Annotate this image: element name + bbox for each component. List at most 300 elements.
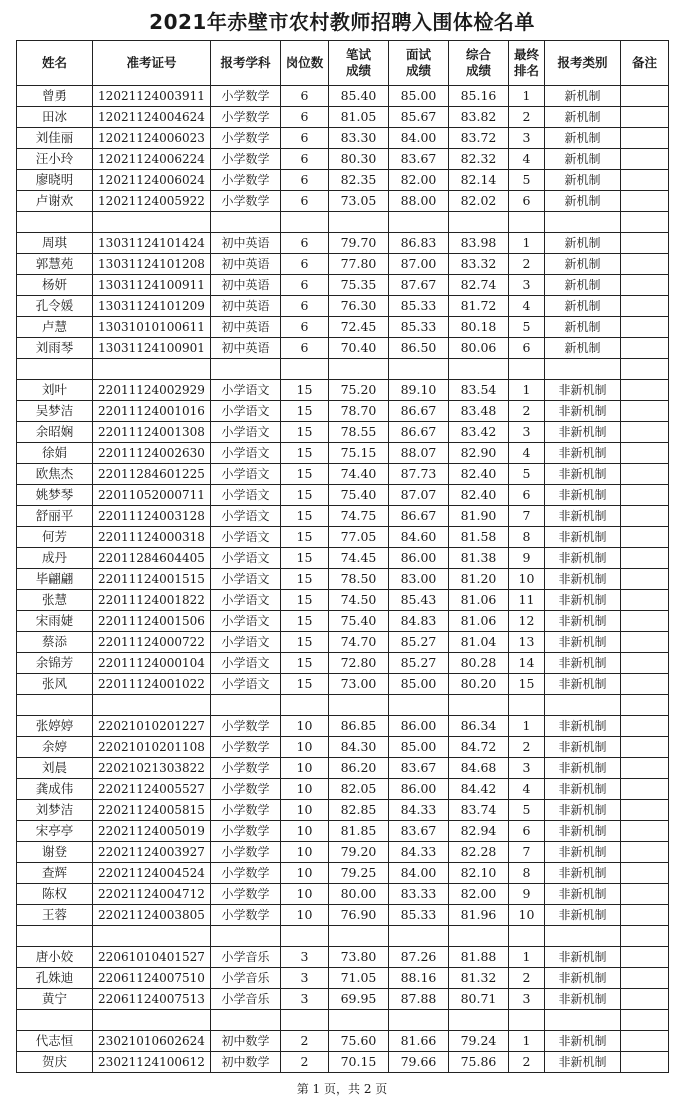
cell-category: 非新机制 xyxy=(545,401,621,422)
table-row xyxy=(17,800,669,821)
cell-interview-score: 79.66 xyxy=(389,1052,449,1073)
empty-cell xyxy=(211,1010,281,1031)
cell-note xyxy=(621,422,669,443)
cell-name: 查辉 xyxy=(17,863,93,884)
cell-final-rank: 3 xyxy=(509,989,545,1010)
cell-category: 非新机制 xyxy=(545,1052,621,1073)
cell-name: 刘雨琴 xyxy=(17,338,93,359)
cell-final-rank: 2 xyxy=(509,254,545,275)
table-row xyxy=(17,779,669,800)
cell-note xyxy=(621,527,669,548)
cell-note xyxy=(621,443,669,464)
cell-subject: 初中数学 xyxy=(211,1031,281,1052)
empty-cell xyxy=(449,1010,509,1031)
cell-final-rank: 6 xyxy=(509,821,545,842)
cell-exam-id: 22011052000711 xyxy=(93,485,211,506)
cell-interview-score: 84.83 xyxy=(389,611,449,632)
cell-written-score: 74.70 xyxy=(329,632,389,653)
cell-positions: 2 xyxy=(281,1031,329,1052)
cell-final-rank: 9 xyxy=(509,548,545,569)
cell-name: 余昭娴 xyxy=(17,422,93,443)
cell-positions: 10 xyxy=(281,800,329,821)
cell-written-score: 79.20 xyxy=(329,842,389,863)
table-row xyxy=(17,107,669,128)
cell-exam-id: 22021010201108 xyxy=(93,737,211,758)
table-row xyxy=(17,716,669,737)
cell-total-score: 82.74 xyxy=(449,275,509,296)
cell-interview-score: 84.33 xyxy=(389,800,449,821)
table-row xyxy=(17,485,669,506)
empty-cell xyxy=(17,695,93,716)
cell-interview-score: 86.67 xyxy=(389,422,449,443)
cell-exam-id: 22061010401527 xyxy=(93,947,211,968)
cell-interview-score: 85.00 xyxy=(389,737,449,758)
cell-note xyxy=(621,149,669,170)
table-row xyxy=(17,863,669,884)
empty-cell xyxy=(621,695,669,716)
empty-cell xyxy=(329,695,389,716)
cell-written-score: 74.45 xyxy=(329,548,389,569)
cell-note xyxy=(621,674,669,695)
cell-subject: 初中英语 xyxy=(211,296,281,317)
table-row xyxy=(17,590,669,611)
cell-total-score: 82.00 xyxy=(449,884,509,905)
cell-name: 龚成伟 xyxy=(17,779,93,800)
cell-subject: 小学数学 xyxy=(211,905,281,926)
cell-subject: 小学语文 xyxy=(211,401,281,422)
cell-exam-id: 22011124001022 xyxy=(93,674,211,695)
cell-final-rank: 6 xyxy=(509,338,545,359)
cell-note xyxy=(621,968,669,989)
cell-note xyxy=(621,1052,669,1073)
cell-note xyxy=(621,128,669,149)
empty-cell xyxy=(545,695,621,716)
table-row xyxy=(17,86,669,107)
cell-exam-id: 23021124100612 xyxy=(93,1052,211,1073)
cell-subject: 小学语文 xyxy=(211,674,281,695)
cell-positions: 6 xyxy=(281,233,329,254)
header-name: 姓名 xyxy=(17,41,93,86)
cell-interview-score: 88.07 xyxy=(389,443,449,464)
group-separator-row xyxy=(17,926,669,947)
cell-interview-score: 83.67 xyxy=(389,149,449,170)
cell-exam-id: 22011124001822 xyxy=(93,590,211,611)
cell-total-score: 81.90 xyxy=(449,506,509,527)
cell-total-score: 82.40 xyxy=(449,464,509,485)
cell-exam-id: 13031124100901 xyxy=(93,338,211,359)
table-row xyxy=(17,296,669,317)
cell-subject: 小学语文 xyxy=(211,548,281,569)
cell-positions: 6 xyxy=(281,338,329,359)
cell-name: 王蓉 xyxy=(17,905,93,926)
cell-positions: 10 xyxy=(281,842,329,863)
cell-subject: 初中英语 xyxy=(211,338,281,359)
cell-category: 新机制 xyxy=(545,317,621,338)
cell-written-score: 85.40 xyxy=(329,86,389,107)
empty-cell xyxy=(389,359,449,380)
empty-cell xyxy=(211,212,281,233)
cell-note xyxy=(621,1031,669,1052)
cell-name: 成丹 xyxy=(17,548,93,569)
cell-subject: 小学数学 xyxy=(211,842,281,863)
cell-final-rank: 1 xyxy=(509,86,545,107)
empty-cell xyxy=(545,1010,621,1031)
cell-interview-score: 85.33 xyxy=(389,296,449,317)
cell-note xyxy=(621,779,669,800)
table-row xyxy=(17,548,669,569)
cell-final-rank: 15 xyxy=(509,674,545,695)
header-final-rank: 最终 排名 xyxy=(509,41,545,86)
cell-category: 非新机制 xyxy=(545,716,621,737)
cell-exam-id: 22011124001515 xyxy=(93,569,211,590)
cell-total-score: 84.72 xyxy=(449,737,509,758)
cell-final-rank: 5 xyxy=(509,317,545,338)
cell-category: 非新机制 xyxy=(545,464,621,485)
cell-written-score: 82.05 xyxy=(329,779,389,800)
empty-cell xyxy=(17,212,93,233)
cell-subject: 小学语文 xyxy=(211,590,281,611)
cell-interview-score: 84.00 xyxy=(389,863,449,884)
cell-total-score: 82.28 xyxy=(449,842,509,863)
cell-final-rank: 4 xyxy=(509,149,545,170)
cell-note xyxy=(621,464,669,485)
cell-final-rank: 4 xyxy=(509,296,545,317)
cell-name: 廖晓明 xyxy=(17,170,93,191)
cell-exam-id: 22011124001506 xyxy=(93,611,211,632)
cell-final-rank: 3 xyxy=(509,275,545,296)
cell-subject: 小学语文 xyxy=(211,632,281,653)
empty-cell xyxy=(621,359,669,380)
cell-subject: 小学音乐 xyxy=(211,947,281,968)
cell-final-rank: 3 xyxy=(509,422,545,443)
cell-category: 非新机制 xyxy=(545,485,621,506)
empty-cell xyxy=(329,926,389,947)
cell-note xyxy=(621,107,669,128)
cell-final-rank: 7 xyxy=(509,842,545,863)
table-row xyxy=(17,464,669,485)
cell-name: 郭慧苑 xyxy=(17,254,93,275)
cell-exam-id: 12021124006023 xyxy=(93,128,211,149)
cell-positions: 15 xyxy=(281,380,329,401)
cell-final-rank: 1 xyxy=(509,380,545,401)
cell-positions: 15 xyxy=(281,674,329,695)
cell-note xyxy=(621,485,669,506)
cell-category: 新机制 xyxy=(545,149,621,170)
table-row xyxy=(17,821,669,842)
table-row xyxy=(17,884,669,905)
cell-note xyxy=(621,905,669,926)
cell-category: 非新机制 xyxy=(545,758,621,779)
cell-interview-score: 83.00 xyxy=(389,569,449,590)
cell-final-rank: 6 xyxy=(509,485,545,506)
cell-interview-score: 86.50 xyxy=(389,338,449,359)
cell-written-score: 79.25 xyxy=(329,863,389,884)
cell-subject: 小学数学 xyxy=(211,191,281,212)
cell-final-rank: 13 xyxy=(509,632,545,653)
cell-category: 非新机制 xyxy=(545,1031,621,1052)
empty-cell xyxy=(93,212,211,233)
cell-interview-score: 88.16 xyxy=(389,968,449,989)
table-row xyxy=(17,317,669,338)
cell-written-score: 78.55 xyxy=(329,422,389,443)
cell-exam-id: 22021124003927 xyxy=(93,842,211,863)
cell-note xyxy=(621,401,669,422)
group-separator-row xyxy=(17,359,669,380)
cell-exam-id: 22061124007513 xyxy=(93,989,211,1010)
empty-cell xyxy=(389,1010,449,1031)
cell-written-score: 72.80 xyxy=(329,653,389,674)
header-written-score: 笔试 成绩 xyxy=(329,41,389,86)
cell-positions: 15 xyxy=(281,653,329,674)
cell-final-rank: 8 xyxy=(509,863,545,884)
cell-name: 陈权 xyxy=(17,884,93,905)
empty-cell xyxy=(211,359,281,380)
cell-total-score: 75.86 xyxy=(449,1052,509,1073)
cell-interview-score: 88.00 xyxy=(389,191,449,212)
cell-name: 唐小姣 xyxy=(17,947,93,968)
cell-total-score: 83.42 xyxy=(449,422,509,443)
cell-written-score: 76.30 xyxy=(329,296,389,317)
cell-subject: 小学语文 xyxy=(211,527,281,548)
cell-exam-id: 13031010100611 xyxy=(93,317,211,338)
table-row xyxy=(17,674,669,695)
table-row xyxy=(17,632,669,653)
cell-category: 非新机制 xyxy=(545,863,621,884)
cell-exam-id: 13031124101209 xyxy=(93,296,211,317)
cell-positions: 6 xyxy=(281,149,329,170)
cell-total-score: 81.04 xyxy=(449,632,509,653)
cell-category: 非新机制 xyxy=(545,548,621,569)
cell-total-score: 81.96 xyxy=(449,905,509,926)
cell-exam-id: 22011124001016 xyxy=(93,401,211,422)
cell-total-score: 82.40 xyxy=(449,485,509,506)
cell-name: 姚梦琴 xyxy=(17,485,93,506)
table-row xyxy=(17,842,669,863)
cell-name: 张婷婷 xyxy=(17,716,93,737)
cell-written-score: 81.85 xyxy=(329,821,389,842)
cell-name: 刘梦洁 xyxy=(17,800,93,821)
cell-exam-id: 22061124007510 xyxy=(93,968,211,989)
cell-name: 孔姝迪 xyxy=(17,968,93,989)
candidate-table xyxy=(16,40,669,1073)
table-row xyxy=(17,527,669,548)
cell-total-score: 81.06 xyxy=(449,590,509,611)
cell-final-rank: 1 xyxy=(509,947,545,968)
header-subject: 报考学科 xyxy=(211,41,281,86)
cell-positions: 15 xyxy=(281,401,329,422)
cell-positions: 10 xyxy=(281,821,329,842)
cell-written-score: 77.05 xyxy=(329,527,389,548)
cell-positions: 6 xyxy=(281,254,329,275)
cell-total-score: 81.32 xyxy=(449,968,509,989)
empty-cell xyxy=(621,212,669,233)
cell-exam-id: 22021124005527 xyxy=(93,779,211,800)
empty-cell xyxy=(211,926,281,947)
empty-cell xyxy=(449,212,509,233)
cell-positions: 15 xyxy=(281,506,329,527)
cell-interview-score: 87.07 xyxy=(389,485,449,506)
cell-total-score: 83.48 xyxy=(449,401,509,422)
table-row xyxy=(17,611,669,632)
cell-final-rank: 3 xyxy=(509,128,545,149)
cell-exam-id: 22011124000722 xyxy=(93,632,211,653)
cell-note xyxy=(621,86,669,107)
cell-interview-score: 87.88 xyxy=(389,989,449,1010)
table-row xyxy=(17,401,669,422)
empty-cell xyxy=(329,1010,389,1031)
cell-final-rank: 14 xyxy=(509,653,545,674)
cell-subject: 小学数学 xyxy=(211,128,281,149)
cell-name: 宋亭亭 xyxy=(17,821,93,842)
cell-written-score: 75.40 xyxy=(329,611,389,632)
cell-total-score: 84.42 xyxy=(449,779,509,800)
cell-positions: 10 xyxy=(281,884,329,905)
cell-positions: 2 xyxy=(281,1052,329,1073)
cell-category: 非新机制 xyxy=(545,506,621,527)
cell-positions: 15 xyxy=(281,569,329,590)
cell-total-score: 85.16 xyxy=(449,86,509,107)
cell-final-rank: 3 xyxy=(509,758,545,779)
cell-note xyxy=(621,338,669,359)
cell-subject: 小学音乐 xyxy=(211,968,281,989)
cell-category: 新机制 xyxy=(545,107,621,128)
cell-category: 非新机制 xyxy=(545,947,621,968)
cell-category: 新机制 xyxy=(545,275,621,296)
cell-total-score: 79.24 xyxy=(449,1031,509,1052)
group-separator-row xyxy=(17,1010,669,1031)
cell-note xyxy=(621,863,669,884)
empty-cell xyxy=(545,212,621,233)
cell-written-score: 74.40 xyxy=(329,464,389,485)
cell-exam-id: 22011284601225 xyxy=(93,464,211,485)
cell-total-score: 81.58 xyxy=(449,527,509,548)
cell-interview-score: 85.33 xyxy=(389,905,449,926)
cell-interview-score: 84.60 xyxy=(389,527,449,548)
cell-subject: 小学语文 xyxy=(211,611,281,632)
cell-written-score: 86.85 xyxy=(329,716,389,737)
cell-interview-score: 84.00 xyxy=(389,128,449,149)
cell-exam-id: 22021124005019 xyxy=(93,821,211,842)
cell-subject: 小学语文 xyxy=(211,443,281,464)
cell-written-score: 86.20 xyxy=(329,758,389,779)
cell-interview-score: 86.67 xyxy=(389,401,449,422)
cell-final-rank: 7 xyxy=(509,506,545,527)
cell-interview-score: 86.00 xyxy=(389,716,449,737)
cell-written-score: 69.95 xyxy=(329,989,389,1010)
cell-total-score: 83.98 xyxy=(449,233,509,254)
header-category: 报考类别 xyxy=(545,41,621,86)
empty-cell xyxy=(17,1010,93,1031)
cell-note xyxy=(621,737,669,758)
cell-interview-score: 83.67 xyxy=(389,821,449,842)
cell-exam-id: 13031124100911 xyxy=(93,275,211,296)
cell-name: 余锦芳 xyxy=(17,653,93,674)
cell-written-score: 76.90 xyxy=(329,905,389,926)
cell-total-score: 81.06 xyxy=(449,611,509,632)
cell-note xyxy=(621,632,669,653)
cell-exam-id: 13031124101424 xyxy=(93,233,211,254)
cell-total-score: 82.10 xyxy=(449,863,509,884)
cell-name: 宋雨婕 xyxy=(17,611,93,632)
cell-positions: 3 xyxy=(281,989,329,1010)
cell-note xyxy=(621,506,669,527)
cell-interview-score: 86.83 xyxy=(389,233,449,254)
cell-exam-id: 22021124004712 xyxy=(93,884,211,905)
empty-cell xyxy=(93,695,211,716)
empty-cell xyxy=(389,695,449,716)
cell-written-score: 74.75 xyxy=(329,506,389,527)
cell-interview-score: 89.10 xyxy=(389,380,449,401)
cell-positions: 10 xyxy=(281,779,329,800)
cell-positions: 15 xyxy=(281,464,329,485)
cell-name: 周琪 xyxy=(17,233,93,254)
cell-final-rank: 2 xyxy=(509,1052,545,1073)
cell-subject: 小学语文 xyxy=(211,380,281,401)
cell-positions: 10 xyxy=(281,863,329,884)
cell-final-rank: 4 xyxy=(509,443,545,464)
cell-interview-score: 81.66 xyxy=(389,1031,449,1052)
cell-category: 非新机制 xyxy=(545,821,621,842)
cell-exam-id: 12021124006224 xyxy=(93,149,211,170)
cell-note xyxy=(621,611,669,632)
cell-subject: 小学语文 xyxy=(211,464,281,485)
cell-subject: 小学数学 xyxy=(211,821,281,842)
table-row xyxy=(17,380,669,401)
cell-name: 孔令媛 xyxy=(17,296,93,317)
cell-note xyxy=(621,569,669,590)
cell-total-score: 83.82 xyxy=(449,107,509,128)
cell-exam-id: 22021124005815 xyxy=(93,800,211,821)
group-separator-row xyxy=(17,695,669,716)
cell-category: 非新机制 xyxy=(545,905,621,926)
empty-cell xyxy=(329,359,389,380)
cell-exam-id: 12021124006024 xyxy=(93,170,211,191)
cell-final-rank: 5 xyxy=(509,800,545,821)
document-title: 2021年赤壁市农村教师招聘入围体检名单 xyxy=(149,10,535,34)
cell-category: 非新机制 xyxy=(545,800,621,821)
cell-final-rank: 5 xyxy=(509,464,545,485)
cell-category: 非新机制 xyxy=(545,674,621,695)
empty-cell xyxy=(389,212,449,233)
empty-cell xyxy=(17,926,93,947)
cell-total-score: 83.32 xyxy=(449,254,509,275)
page-footer: 第 1 页，共 2 页 xyxy=(296,1082,388,1096)
table-row xyxy=(17,653,669,674)
empty-cell xyxy=(621,926,669,947)
cell-category: 新机制 xyxy=(545,170,621,191)
table-row xyxy=(17,191,669,212)
cell-interview-score: 85.33 xyxy=(389,317,449,338)
cell-positions: 6 xyxy=(281,170,329,191)
cell-subject: 小学数学 xyxy=(211,149,281,170)
cell-subject: 小学数学 xyxy=(211,884,281,905)
cell-final-rank: 2 xyxy=(509,968,545,989)
empty-cell xyxy=(509,359,545,380)
cell-note xyxy=(621,254,669,275)
cell-category: 非新机制 xyxy=(545,632,621,653)
cell-written-score: 75.15 xyxy=(329,443,389,464)
table-row xyxy=(17,905,669,926)
cell-interview-score: 85.00 xyxy=(389,86,449,107)
table-row xyxy=(17,275,669,296)
cell-category: 非新机制 xyxy=(545,968,621,989)
cell-subject: 小学数学 xyxy=(211,800,281,821)
cell-total-score: 84.68 xyxy=(449,758,509,779)
cell-name: 毕翩翩 xyxy=(17,569,93,590)
cell-subject: 小学数学 xyxy=(211,107,281,128)
table-row xyxy=(17,254,669,275)
cell-final-rank: 2 xyxy=(509,737,545,758)
